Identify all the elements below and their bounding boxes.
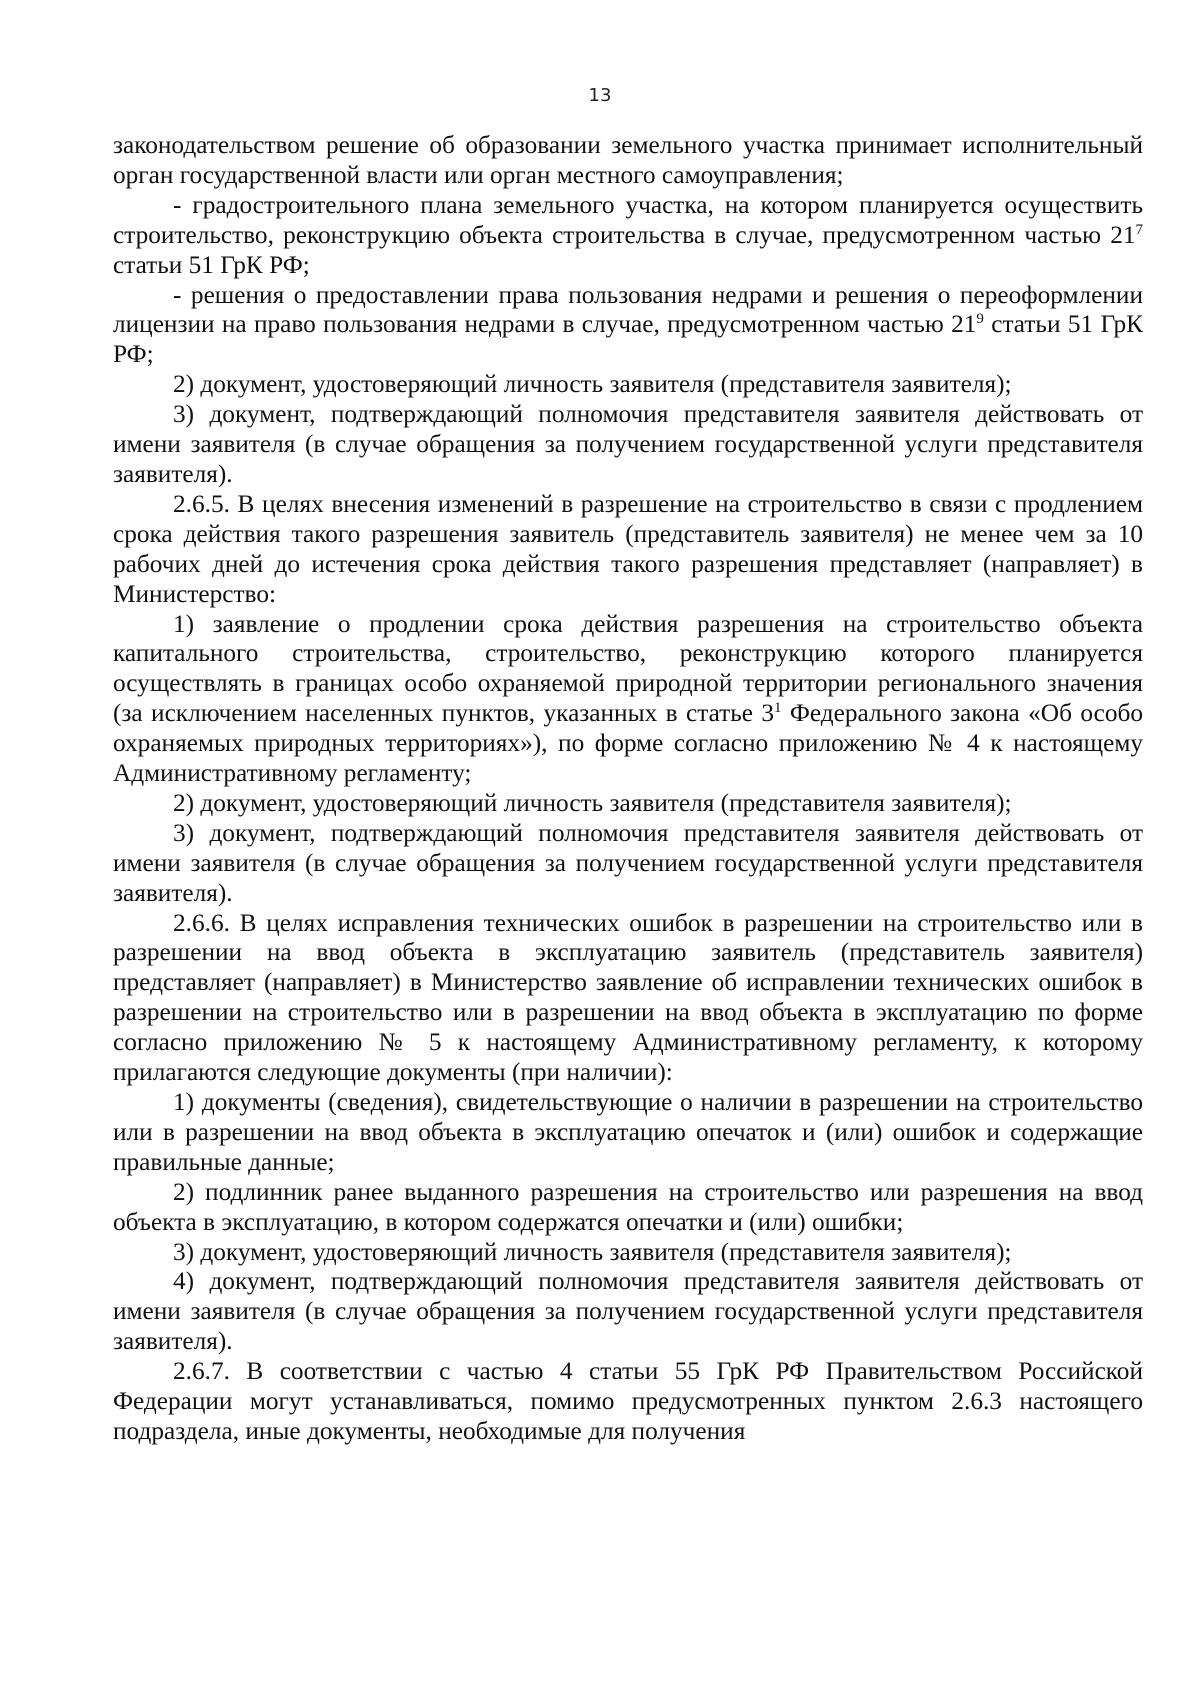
superscript: 7 [1135, 221, 1143, 238]
paragraph-text: 2.6.5. В целях внесения изменений в разрешение на строительство в связи с продлением срока действия такого разрешения заявитель (представитель заявителя) не менее чем за 10 рабочих дней до истечения срока действия такого разрешения представляет (направляет) в Министерство: [113, 489, 1143, 608]
paragraph-13 [113, 1238, 1143, 1268]
paragraph-2 [113, 191, 1143, 281]
paragraph-text: 4) документ, подтверждающий полномочия представителя заявителя действовать от имени заявителя (в случае обращения за получением государственной услуги представителя заявителя). [113, 1267, 1143, 1356]
paragraph-text: 2) документ, удостоверяющий личность заявителя (представителя заявителя); [173, 370, 1012, 399]
paragraph-3 [113, 281, 1143, 371]
paragraph-7 [113, 610, 1143, 789]
paragraph-text: - решения о предоставлении права пользования недрами и решения о переоформлении лицензии на право пользования недрами в случае, предусмотренном частью 21 [113, 280, 1143, 339]
superscript: 1 [774, 700, 782, 717]
paragraph-10 [113, 909, 1143, 1088]
paragraph-text: 2) подлинник ранее выданного разрешения на строительство или разрешения на ввод объекта в эксплуатацию, в котором содержатся опечатки и (или) ошибки; [113, 1177, 1143, 1236]
paragraph-9 [113, 819, 1143, 909]
paragraph-8 [113, 789, 1143, 819]
paragraph-6 [113, 490, 1143, 610]
paragraph-text-tail: статьи 51 ГрК РФ; [113, 310, 1144, 369]
paragraph-text: 3) документ, удостоверяющий личность заявителя (представителя заявителя); [173, 1237, 1012, 1266]
paragraph-12 [113, 1178, 1143, 1238]
paragraph-text: 3) документ, подтверждающий полномочия представителя заявителя действовать от имени заявителя (в случае обращения за получением государственной услуги представителя заявителя). [113, 400, 1143, 488]
paragraph-text-tail: статьи 51 ГрК РФ; [113, 250, 310, 279]
paragraph-4 [113, 370, 1143, 400]
paragraph-text: 1) заявление о продлении срока действия разрешения на строительство объекта капитального строительства, строительство, реконструкцию которого планируется осуществлять в границах особо охраняемой природной территории регионального значения (за исключением населенных пунктов, указанных в статье 3 [113, 609, 1143, 728]
paragraph-15 [113, 1357, 1143, 1447]
paragraph-text: - градостроительного плана земельного участка, на котором планируется осуществить строительство, реконструкцию объекта строительства в случае, предусмотренном частью 21 [113, 190, 1143, 249]
paragraph-text: 2.6.6. В целях исправления технических ошибок в разрешении на строительство или в разрешении на ввод объекта в эксплуатацию заявитель (представитель заявителя) представляет (направляет) в Министерство заявление об исправлении технических ошибок в разрешении на строительство или в разрешении на ввод объекта в эксплуатацию по форме согласно приложению № 5 к настоящему Административному регламенту, к которому прилагаются следующие документы (при наличии): [113, 908, 1143, 1087]
superscript: 9 [976, 311, 984, 328]
paragraph-1 [113, 131, 1143, 191]
paragraph-14 [113, 1267, 1143, 1357]
paragraph-text: 2) документ, удостоверяющий личность заявителя (представителя заявителя); [173, 788, 1012, 817]
paragraph-text: 3) документ, подтверждающий полномочия представителя заявителя действовать от имени заявителя (в случае обращения за получением государственной услуги представителя заявителя). [113, 818, 1143, 907]
paragraph-5 [113, 400, 1143, 490]
paragraph-text: законодательством решение об образовании земельного участка принимает исполнительный орган государственной власти или орган местного самоуправления; [113, 131, 1143, 189]
paragraph-text: 2.6.7. В соответствии с частью 4 статьи 55 ГрК РФ Правительством Российской Федерации могут устанавливаться, помимо предусмотренных пунктом 2.6.3 настоящего подраздела, иные документы, необходимые для получения [113, 1357, 1143, 1445]
page-number: 13 [588, 85, 612, 106]
paragraph-text-tail: Федерального закона «Об особо охраняемых природных территориях»), по форме согласно приложению № 4 к настоящему Административному регламенту; [113, 699, 1144, 788]
document-body [113, 131, 1143, 1447]
paragraph-11 [113, 1088, 1143, 1178]
paragraph-text: 1) документы (сведения), свидетельствующие о наличии в разрешении на строительство или в разрешении на ввод объекта в эксплуатацию опечаток и (или) ошибок и содержащие правильные данные; [113, 1088, 1143, 1176]
